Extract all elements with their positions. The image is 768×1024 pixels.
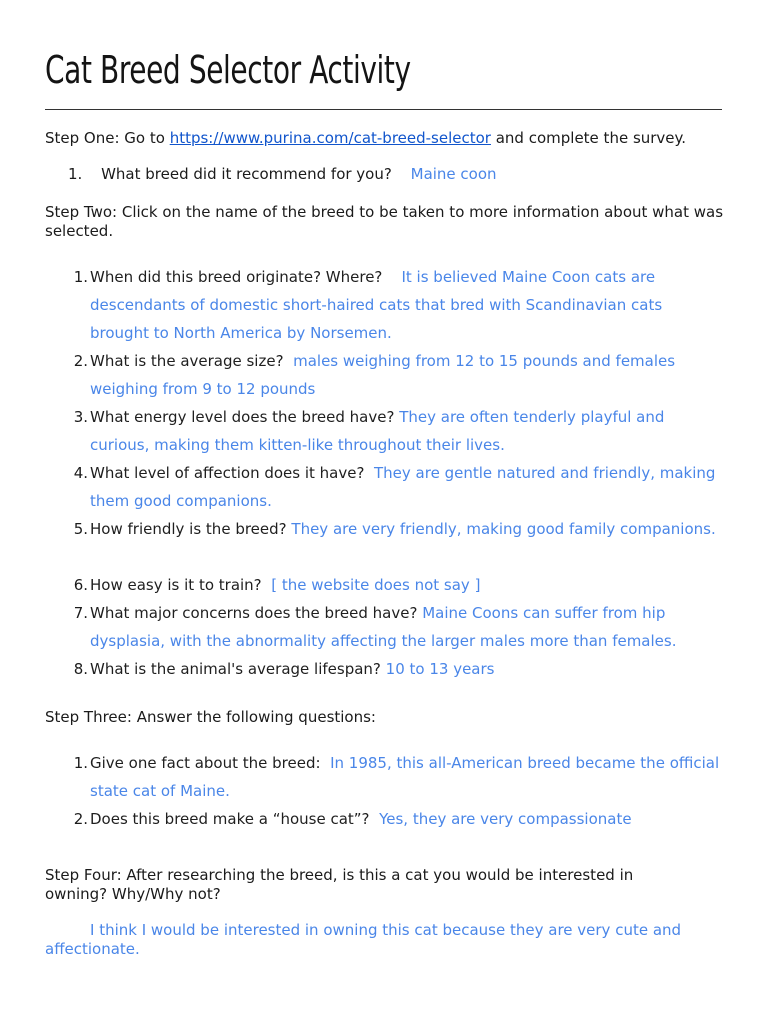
question-text: Give one fact about the breed: [90,754,321,772]
question-number: 8. [73,660,88,678]
step-one-prefix: Step One: Go to [45,129,170,147]
answer-text: males weighing from 12 to 15 pounds and females weighing from 9 to 12 pounds [90,352,676,398]
question-number: 4. [73,464,88,482]
question-number: 1. [73,754,88,772]
list-item [68,459,728,515]
question-text: What is the animal's average lifespan? [90,660,381,678]
list-item [68,571,728,599]
list-item [68,599,728,655]
question-text: What is the average size? [90,352,284,370]
step-one-instructions [45,129,686,148]
question-text: Does this breed make a “house cat”? [90,810,370,828]
question-number: 1. [73,268,88,286]
list-item [68,749,728,805]
question-number: 2. [73,352,88,370]
title-divider [45,109,722,110]
question-text: What major concerns does the breed have? [90,604,418,622]
step-one-question-1 [68,160,497,188]
answer-text: It is believed Maine Coon cats are descendants of domestic short-haired cats that bred with Scandinavian cats brought to North America by Norsemen. [90,268,663,342]
question-text: What level of affection does it have? [90,464,365,482]
question-text: How easy is it to train? [90,576,262,594]
answer-text: 10 to 13 years [385,660,495,678]
question-number: 3. [73,408,88,426]
list-item [68,805,728,833]
question-number: 1. [68,165,83,183]
question-text: When did this breed originate? Where? [90,268,383,286]
question-number: 6. [73,576,88,594]
question-number: 7. [73,604,88,622]
question-text: What energy level does the breed have? [90,408,395,426]
page-title: Cat Breed Selector Activity [45,48,411,92]
step-four-answer: I think I would be interested in owning this cat because they are very cute and affectionate. [45,921,682,958]
list-item [68,515,728,571]
answer-text: They are often tenderly playful and curious, making them kitten-like throughout their lives. [90,408,665,454]
answer-text: They are very friendly, making good family companions. [291,520,716,538]
step-four-instructions: Step Four: After researching the breed, is this a cat you would be interested in owning? Why/Why not? [45,866,634,903]
answer-text: Maine coon [410,165,497,183]
list-item [68,347,728,403]
step-two-instructions: Step Two: Click on the name of the breed to be taken to more information about what was selected. [45,203,724,240]
purina-breed-selector-link[interactable]: https://www.purina.com/cat-breed-selector [169,129,491,147]
answer-text: In 1985, this all-American breed became the official state cat of Maine. [90,754,720,800]
question-text: How friendly is the breed? [90,520,287,538]
question-number: 2. [73,810,88,828]
answer-text: Maine Coons can suffer from hip dysplasia, with the abnormality affecting the larger males more than females. [90,604,677,650]
answer-text: They are gentle natured and friendly, making them good companions. [90,464,716,510]
list-item [68,263,728,347]
list-item [68,655,728,683]
question-number: 5. [73,520,88,538]
question-text: What breed did it recommend for you? [101,165,392,183]
step-one-suffix: and complete the survey. [490,129,687,147]
answer-text: [ the website does not say ] [271,576,481,594]
list-item [68,403,728,459]
step-three-instructions: Step Three: Answer the following questions: [45,708,376,726]
answer-text: Yes, they are very compassionate [379,810,632,828]
